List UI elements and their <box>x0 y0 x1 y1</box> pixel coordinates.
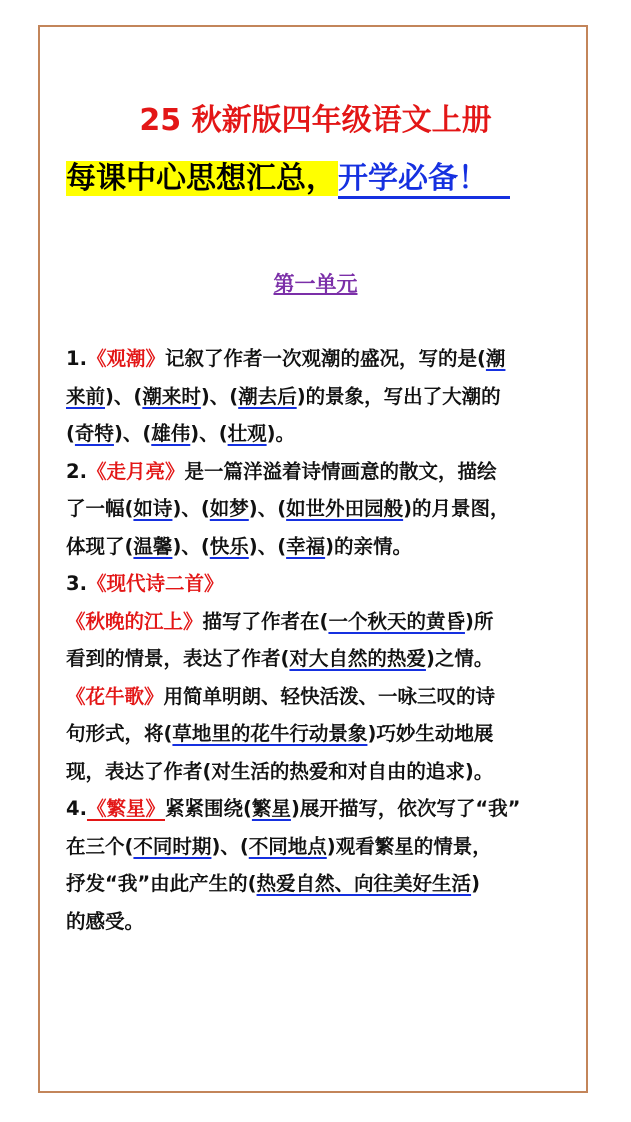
text-segment: )、( <box>248 497 287 520</box>
text-segment: 在三个( <box>66 834 134 858</box>
key-phrase: 不同时期 <box>133 834 212 858</box>
text-segment: )、( <box>113 422 152 445</box>
text-segment: 体现了( <box>66 534 134 558</box>
text-line <box>66 790 566 828</box>
text-segment: )之情。 <box>425 647 494 670</box>
key-phrase: 快乐 <box>209 534 249 558</box>
subtitle-highlight: 每课中心思想汇总， <box>66 161 336 196</box>
text-line <box>66 378 566 416</box>
lesson-title: 《走月亮》 <box>86 459 185 483</box>
text-segment: )、( <box>172 497 210 520</box>
text-segment: 记叙了作者一次观潮的盛况，写的是( <box>165 347 486 370</box>
unit-heading-text: 第一单元 <box>273 272 358 296</box>
key-phrase: 热爱自然、向往美好生活 <box>256 872 472 895</box>
page-title: 25 秋新版四年级语文上册 <box>139 103 492 138</box>
text-segment: 是一篇洋溢着诗情画意的散文，描绘 <box>184 459 497 483</box>
key-phrase: 潮 <box>485 347 506 370</box>
text-line <box>66 715 566 753</box>
key-phrase: 草地里的花牛行动景象 <box>172 722 368 745</box>
lesson-title: 《花牛歌》 <box>66 684 164 708</box>
text-segment: 了一幅( <box>66 497 134 520</box>
unit-heading <box>0 268 631 298</box>
text-segment: )的景象，写出了大潮的 <box>296 384 501 408</box>
text-line <box>66 528 566 566</box>
text-segment: )观看繁星的情景， <box>326 834 492 858</box>
text-line <box>66 640 566 678</box>
key-phrase: 雄伟 <box>151 422 191 445</box>
lesson-title: 《观潮》 <box>86 347 165 370</box>
text-line <box>66 678 566 716</box>
key-phrase: 潮来时 <box>142 384 201 408</box>
text-segment: )。 <box>266 422 296 445</box>
key-phrase: 温馨 <box>133 534 173 558</box>
text-line <box>66 453 566 491</box>
text-segment: ) <box>471 872 480 895</box>
text-segment: )所 <box>464 609 494 633</box>
text-line <box>66 603 566 641</box>
text-segment: 抒发“我”由此产生的( <box>66 872 257 895</box>
key-phrase: 来前 <box>66 384 106 408</box>
key-phrase: 潮去后 <box>238 384 297 408</box>
text-segment: )、( <box>200 384 239 408</box>
text-segment: )的月景图， <box>403 497 510 520</box>
page-subtitle <box>66 156 510 202</box>
text-segment: 句形式，将( <box>66 722 173 745</box>
key-phrase: 如诗 <box>133 497 173 520</box>
key-phrase: 壮观 <box>227 422 267 445</box>
text-line <box>66 753 566 791</box>
text-line <box>66 903 566 941</box>
text-line <box>66 865 566 903</box>
key-phrase: 对大自然的热爱 <box>289 647 426 670</box>
lesson-title: 《现代诗二首》 <box>86 572 224 595</box>
text-segment: )、( <box>105 384 143 408</box>
text-line <box>66 828 566 866</box>
text-segment: 1. <box>66 347 87 370</box>
text-segment: )、( <box>248 534 287 558</box>
key-phrase: 幸福 <box>286 534 326 558</box>
text-segment: )、( <box>211 834 249 858</box>
text-line <box>66 340 566 378</box>
key-phrase: 一个秋天的黄昏 <box>328 609 465 633</box>
text-segment: 2. <box>66 459 87 483</box>
text-segment: 的感受。 <box>66 909 145 933</box>
text-segment: 3. <box>66 572 87 595</box>
subtitle-blue: 开学必备！ <box>338 161 510 199</box>
text-segment: 描写了作者在( <box>202 609 329 633</box>
text-segment: 4. <box>66 797 87 820</box>
text-segment: ( <box>66 422 75 445</box>
text-segment: )、( <box>172 534 210 558</box>
text-segment: 用简单明朗、轻快活泼、一咏三叹的诗 <box>163 684 496 708</box>
text-segment: )巧妙生动地展 <box>367 722 494 745</box>
key-phrase: 奇特 <box>74 422 114 445</box>
key-phrase: 如世外田园般 <box>286 497 404 520</box>
lesson-title: 《秋晚的江上》 <box>66 609 203 633</box>
key-phrase: 不同地点 <box>248 834 327 858</box>
lesson-summary-text <box>66 340 566 940</box>
text-line <box>66 490 566 528</box>
text-line <box>66 565 566 603</box>
text-segment: )展开描写，依次写了“我” <box>290 797 521 820</box>
key-phrase: 如梦 <box>209 497 249 520</box>
key-phrase: 繁星 <box>251 797 291 820</box>
text-segment: 看到的情景，表达了作者( <box>66 647 290 670</box>
text-segment: 现，表达了作者(对生活的热爱和对自由的追求)。 <box>66 759 494 783</box>
text-segment: 紧紧围绕( <box>165 797 252 820</box>
text-line <box>66 415 566 453</box>
text-segment: )、( <box>190 422 228 445</box>
lesson-title: 《繁星》 <box>86 797 165 820</box>
text-segment: )的亲情。 <box>325 534 413 558</box>
